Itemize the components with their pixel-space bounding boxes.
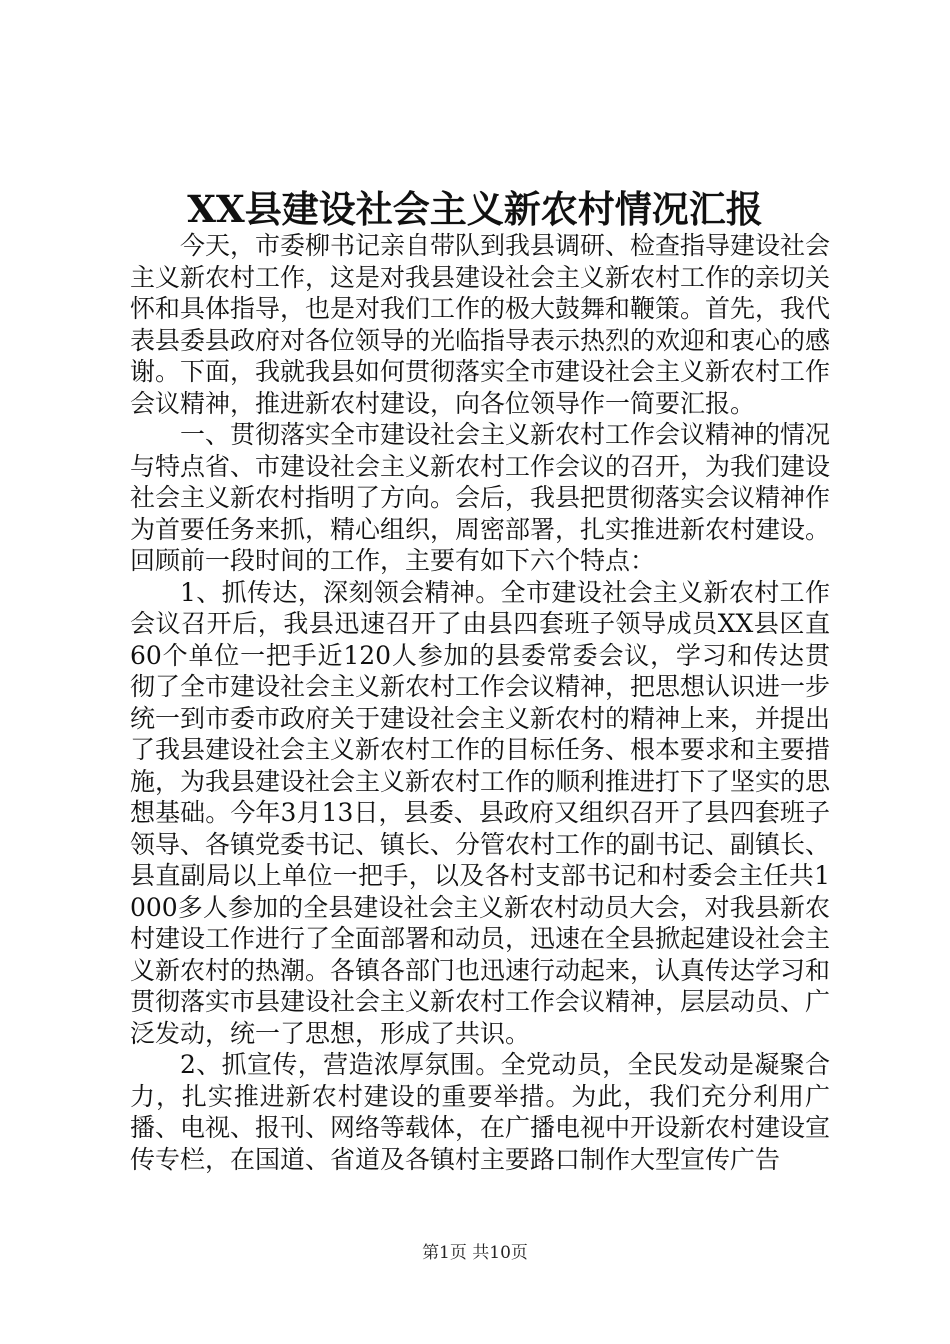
paragraph-point-two: 2、抓宣传，营造浓厚氛围。全党动员，全民发动是凝聚合力，扎实推进新农村建设的重要举措。为此，我们充分利用广播、电视、报刊、网络等载体，在广播电视中开设新农村建设宣传专栏，在国道、省道及各镇村主要路口制作大型宣传广告 <box>130 1050 831 1174</box>
paragraph-section-one: 一、贯彻落实全市建设社会主义新农村工作会议精神的情况与特点省、市建设社会主义新农村工作会议的召开，为我们建设社会主义新农村指明了方向。会后，我县把贯彻落实会议精神作为首要任务来抓，精心组织，周密部署，扎实推进新农村建设。回顾前一段时间的工作，主要有如下六个特点： <box>130 420 831 575</box>
paragraph-intro: 今天，市委柳书记亲自带队到我县调研、检查指导建设社会主义新农村工作，这是对我县建设社会主义新农村工作的亲切关怀和具体指导，也是对我们工作的极大鼓舞和鞭策。首先，我代表县委县政府对各位领导的光临指导表示热烈的欢迎和衷心的感谢。下面，我就我县如何贯彻落实全市建设社会主义新农村工作会议精神，推进新农村建设，向各位领导作一简要汇报。 <box>130 231 831 418</box>
document-body <box>130 230 830 1175</box>
page-footer: 第1页 共10页 <box>422 1243 528 1263</box>
document-title: XX县建设社会主义新农村情况汇报 <box>187 187 763 231</box>
paragraph-point-one: 1、抓传达，深刻领会精神。全市建设社会主义新农村工作会议召开后，我县迅速召开了由县四套班子领导成员XX县区直60个单位一把手近120人参加的县委常委会议，学习和传达贯彻了全市建设社会主义新农村工作会议精神，把思想认识进一步统一到市委市政府关于建设社会主义新农村的精神上来，并提出了我县建设社会主义新农村工作的目标任务、根本要求和主要措施，为我县建设社会主义新农村工作的顺利推进打下了坚实的思想基础。今年3月13日，县委、县政府又组织召开了县四套班子领导、各镇党委书记、镇长、分管农村工作的副书记、副镇长、县直副局以上单位一把手，以及各村支部书记和村委会主任共1000多人参加的全县建设社会主义新农村动员大会，对我县新农村建设工作进行了全面部署和动员，迅速在全县掀起建设社会主义新农村的热潮。各镇各部门也迅速行动起来，认真传达学习和贯彻落实市县建设社会主义新农村工作会议精神，层层动员、广泛发动，统一了思想，形成了共识。 <box>130 577 831 1048</box>
